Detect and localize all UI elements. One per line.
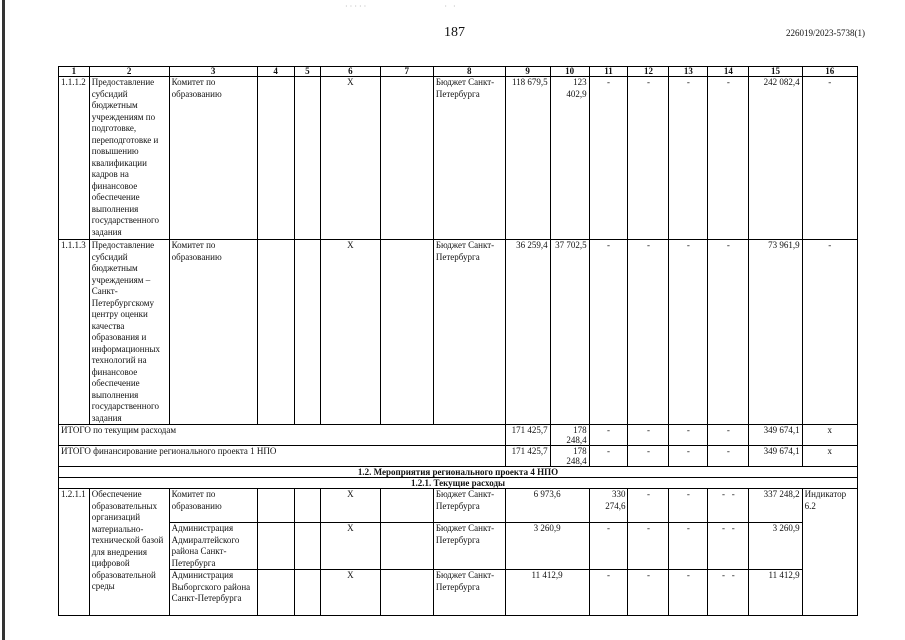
row-value: -	[628, 570, 669, 616]
row-value: -	[669, 240, 708, 425]
table-row	[59, 240, 858, 425]
row-mark: X	[321, 489, 380, 523]
subsection-title: 1.2.1. Текущие расходы	[59, 478, 858, 489]
row-indicator: -	[802, 77, 857, 240]
header-row	[59, 67, 858, 77]
row-executor: Комитет по образованию	[169, 240, 257, 425]
total-indicator: х	[802, 425, 857, 446]
col-header: 8	[433, 67, 505, 77]
row-value: 36 259,4	[505, 240, 550, 425]
page-number: 187	[444, 25, 465, 40]
table-row	[59, 523, 858, 570]
total-value: -	[628, 425, 669, 446]
row-total: 3 260,9	[749, 523, 802, 570]
total-value: 171 425,7	[505, 446, 550, 467]
total-value: 171 425,7	[505, 425, 550, 446]
row-source: Бюджет Санкт-Петербурга	[433, 570, 505, 616]
row-source: Бюджет Санкт-Петербурга	[433, 489, 505, 523]
col-header: 3	[169, 67, 257, 77]
row-value: 123 402,9	[550, 77, 589, 240]
budget-table	[58, 66, 858, 616]
row-value: -	[721, 523, 725, 533]
row-value: 11 412,9	[505, 570, 589, 616]
col-header: 6	[321, 67, 380, 77]
row-total: 242 082,4	[749, 77, 802, 240]
row-value: -	[669, 570, 708, 616]
col-header: 13	[669, 67, 708, 77]
col-header: 4	[257, 67, 294, 77]
total-value: -	[589, 446, 628, 467]
col-header: 11	[589, 67, 628, 77]
row-value: -	[731, 489, 735, 499]
row-total: 11 412,9	[749, 570, 802, 616]
row-mark: X	[321, 77, 380, 240]
row-value: -	[628, 489, 669, 523]
row-value: -	[628, 523, 669, 570]
section-title: 1.2. Мероприятия регионального проекта 4 НПО	[59, 467, 858, 478]
row-code: 1.2.1.1	[59, 489, 90, 616]
section-row	[59, 467, 858, 478]
row-indicator: -	[802, 240, 857, 425]
total-label: ИТОГО по текущим расходам	[59, 425, 506, 446]
row-name: Предоставление субсидий бюджетным учреждениям – Санкт-Петербургскому центру оценки качества образования и информационных технологий на финансовое обеспечение выполнения государственного задания	[89, 240, 169, 425]
total-value: -	[669, 425, 708, 446]
total-label: ИТОГО финансирование регионального проекта 1 НПО	[59, 446, 506, 467]
row-mark: X	[321, 570, 380, 616]
scan-edge-mark	[2, 0, 5, 640]
col-header: 2	[89, 67, 169, 77]
row-value: -	[669, 489, 708, 523]
total-value: -	[708, 425, 749, 446]
total-row	[59, 446, 858, 467]
table-row	[59, 570, 858, 616]
row-source: Бюджет Санкт-Петербурга	[433, 77, 505, 240]
row-value: 6 973,6	[505, 489, 589, 523]
total-value: -	[628, 446, 669, 467]
row-executor: Администрация Адмиралтейского района Санкт-Петербурга	[169, 523, 257, 570]
col-header: 16	[802, 67, 857, 77]
table-row	[59, 489, 858, 523]
total-sum: 349 674,1	[749, 446, 802, 467]
row-name: Обеспечение образовательных организаций материально-технической базой для внедрения цифровой образовательной среды	[89, 489, 169, 616]
row-executor: Администрация Выборгского района Санкт-Петербурга	[169, 570, 257, 616]
row-mark: X	[321, 523, 380, 570]
row-name: Предоставление субсидий бюджетным учреждениям по подготовке, переподготовке и повышению квалификации кадров на финансовое обеспечение выполнения государственного задания	[89, 77, 169, 240]
subsection-row	[59, 478, 858, 489]
row-value: -	[628, 77, 669, 240]
total-value: 178 248,4	[550, 425, 589, 446]
total-indicator: х	[802, 446, 857, 467]
row-code: 1.1.1.3	[59, 240, 90, 425]
document-reference: 226019/2023-5738(1)	[786, 28, 865, 38]
row-value: -	[721, 570, 725, 580]
col-header: 7	[380, 67, 433, 77]
row-value: 330 274,6	[589, 489, 628, 523]
row-source: Бюджет Санкт-Петербурга	[433, 240, 505, 425]
row-value: -	[708, 240, 749, 425]
total-value: 178 248,4	[550, 446, 589, 467]
row-value: -	[731, 523, 735, 533]
col-header: 12	[628, 67, 669, 77]
row-value: -	[589, 570, 628, 616]
total-value: -	[589, 425, 628, 446]
col-header: 1	[59, 67, 90, 77]
row-value: -	[589, 240, 628, 425]
row-code: 1.1.1.2	[59, 77, 90, 240]
total-row	[59, 425, 858, 446]
col-header: 14	[708, 67, 749, 77]
col-header: 15	[749, 67, 802, 77]
col-header: 10	[550, 67, 589, 77]
total-value: -	[669, 446, 708, 467]
row-value: -	[721, 489, 725, 499]
row-value: -	[628, 240, 669, 425]
row-value: -	[669, 523, 708, 570]
row-value: 37 702,5	[550, 240, 589, 425]
total-sum: 349 674,1	[749, 425, 802, 446]
col-header: 5	[294, 67, 321, 77]
total-value: -	[708, 446, 749, 467]
row-value: -	[669, 77, 708, 240]
row-value: -	[731, 570, 735, 580]
row-value: -	[589, 523, 628, 570]
row-executor: Комитет по образованию	[169, 489, 257, 523]
scan-noise: ····· · ·	[345, 2, 458, 11]
row-value: -	[589, 77, 628, 240]
row-indicator: Индикатор 6.2	[802, 489, 857, 616]
row-mark: X	[321, 240, 380, 425]
row-value: -	[708, 77, 749, 240]
row-total: 73 961,9	[749, 240, 802, 425]
row-executor: Комитет по образованию	[169, 77, 257, 240]
col-header: 9	[505, 67, 550, 77]
table-row	[59, 77, 858, 240]
row-source: Бюджет Санкт-Петербурга	[433, 523, 505, 570]
row-value: 118 679,5	[505, 77, 550, 240]
row-total: 337 248,2	[749, 489, 802, 523]
row-value: 3 260,9	[505, 523, 589, 570]
